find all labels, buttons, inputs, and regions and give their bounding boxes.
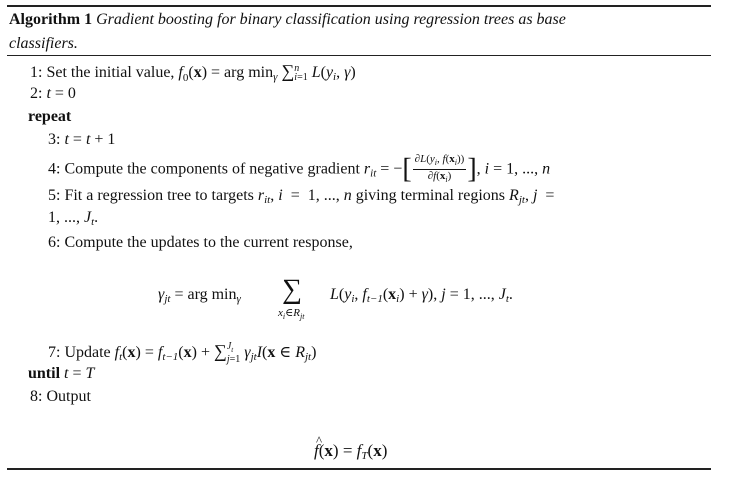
output-equation: ^ $f(x) = f_T(x)$ [314,440,387,467]
gamma-equation: $\gamma_{jt}$ = arg $\min_\gamma$ [158,286,241,305]
step-7: 7: Update $f_t(x) = f_{t-1}(x) + \sum J_t$ j=1 $\gamma_{jt}I(x$ ∈ $R_{jt}$) [48,341,317,366]
step-6 [48,232,353,254]
big-sum-symbol: ∑ [282,274,302,305]
step-4-text: 4: Compute the components of negative gradient [48,160,364,178]
step-1: 1: Set the initial value, $f_0(x)$ = arg $\min_\gamma \sum n$ i=1 $L(y_i$, γ) [30,61,356,85]
step-8 [30,386,91,408]
algorithm-title-cont: classifiers. [9,35,78,52]
step-5: 5: Fit a regression tree to targets $r_{it}$, i = 1, ..., n giving terminal regions $R_{jt}$, j = [48,187,555,206]
step-6-text: 6: Compute the updates to the current response, [48,234,353,251]
gamma-equation-body: $L(y_i$, $f_{t-1}(x_i) + \gamma$), j = 1, ..., $J_t$. [330,286,513,305]
step-5-cont-text: 1, ..., [48,209,84,226]
until-line: until t = T [28,365,95,382]
step-3: 3: t = t + 1 [48,131,116,148]
step-2: 2: t = 0 [30,85,76,102]
top-rule [7,5,711,7]
step-1-text: 1: Set the initial value, [30,64,179,81]
repeat-keyword: repeat [28,108,72,125]
algorithm-label: Algorithm 1 [9,11,93,28]
step-5-text: 5: Fit a regression tree to targets [48,187,258,204]
step-5-mid: giving terminal regions [351,187,510,204]
algorithm-caption [9,8,711,56]
bottom-rule [7,468,711,470]
step-2-label: 2: [30,85,47,102]
caption-rule [7,55,711,56]
step-3-label: 3: [48,131,65,148]
step-8-text: 8: Output [30,388,91,405]
algorithm-title: Gradient boosting for binary classification using regression trees as base [96,11,566,28]
step-4: 4: Compute the components of negative gradient $r_{it}$ = −[ $\frac{\partial L(y_i, f(x_i))}{\partial f(x_i)}$ ], i = 1, ..., n [48,153,551,185]
until-keyword: until [28,365,61,382]
step-5-cont: 1, ..., $J_t$. [48,209,99,228]
step-7-text: 7: Update [48,344,115,361]
sum-subscript: $x_i\in R_{jt}$ [278,307,305,322]
